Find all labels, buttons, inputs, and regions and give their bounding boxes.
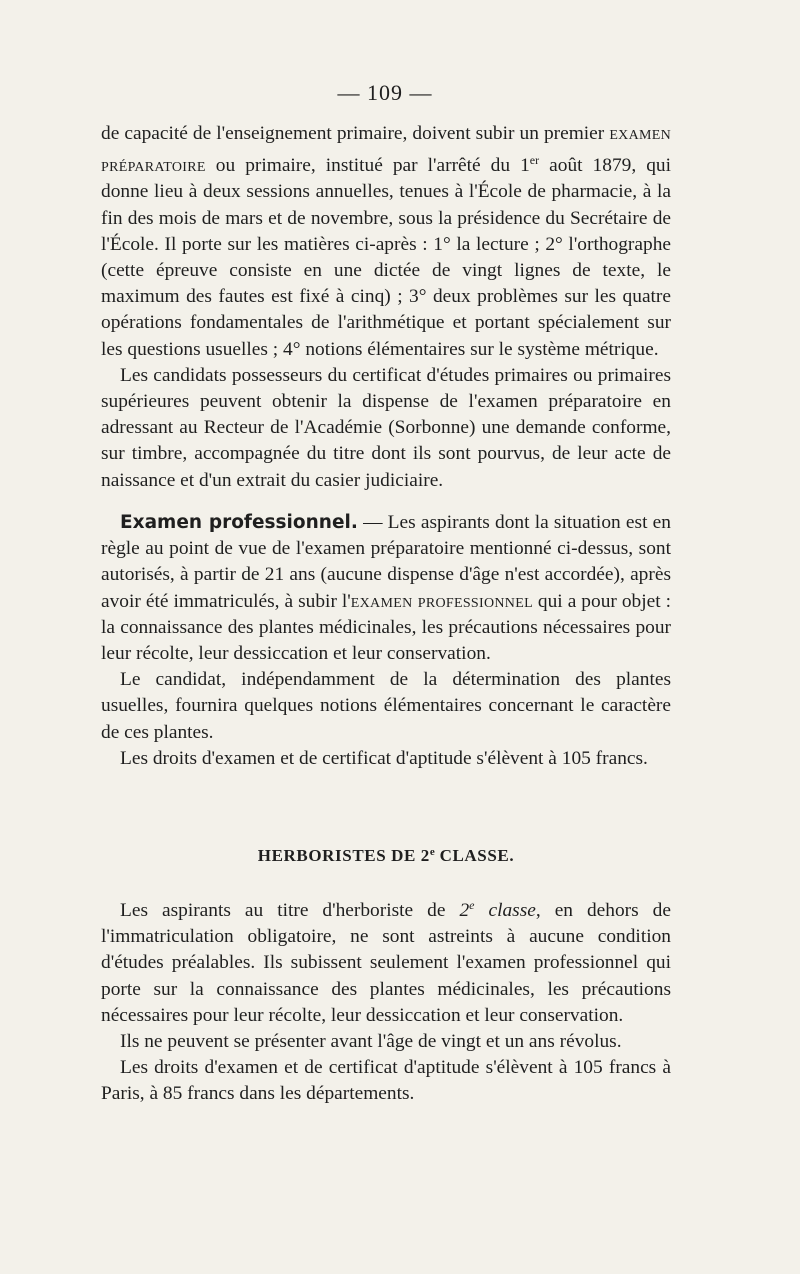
italic-number: 2	[459, 900, 470, 921]
paragraph-second-class	[101, 892, 671, 1029]
text-block-second-class	[101, 892, 671, 1108]
small-caps-term: examen professionnel	[350, 590, 533, 612]
heading-text: CLASSE.	[434, 846, 515, 865]
paragraph-text: de capacité de l'enseignement primaire, doivent subir un premier	[101, 123, 610, 144]
page-number: — 109 —	[337, 80, 433, 105]
italic-word: classe	[474, 900, 536, 921]
paragraph-text: qui a pour objet : la connaissance des plantes médicinales, les précautions nécessaires pour leur récolte, leur dessiccation et leur conservation.	[101, 590, 671, 665]
paragraph-text: , en dehors de l'immatriculation obligatoire, ne sont astreints à aucune condition d'études préalables. Ils subissent seulement l'examen professionnel qui porte sur la connaissance des plantes médicinales, les précautions nécessaires pour leur récolte, leur dessiccation et leur conservation.	[101, 900, 671, 1026]
run-in-heading: Examen professionnel.	[120, 512, 358, 533]
paragraph-age: Ils ne peuvent se présenter avant l'âge de vingt et un ans révolus.	[120, 1031, 622, 1053]
paragraph-preparatory-exam	[101, 121, 671, 363]
paragraph-professional-exam	[101, 510, 671, 667]
text-block-preparatory-exam	[101, 121, 671, 494]
paragraph-fees: Les droits d'examen et de certificat d'aptitude s'élèvent à 105 francs.	[120, 747, 648, 769]
heading-text: HERBORISTES DE 2	[257, 846, 430, 865]
paragraph-candidate: Le candidat, indépendamment de la détermination des plantes usuelles, fournira quelques notions élémentaires concernant le caractère de ces plantes.	[101, 669, 671, 743]
superscript: e	[429, 846, 435, 858]
text-block-professional-exam	[101, 510, 671, 772]
paragraph-dispensation: Les candidats possesseurs du certificat d'études primaires ou primaires supérieures peuvent obtenir la dispense de l'examen préparatoire en adressant au Recteur de l'Académie (Sorbonne) une demande conforme, sur timbre, accompagnée du titre dont ils sont pourvus, de leur acte de naissance et d'un extrait du casier judiciaire.	[101, 364, 671, 491]
paragraph-text: Les aspirants au titre d'herboriste de	[120, 900, 460, 921]
paragraph-fees-second-class: Les droits d'examen et de certificat d'aptitude s'élèvent à 105 francs à Paris, à 85 francs dans les départements.	[101, 1057, 671, 1105]
superscript: er	[529, 153, 540, 168]
small-caps-term: examen préparatoire	[101, 123, 671, 177]
paragraph-text: — Les aspirants dont la situation est en règle au point de vue de l'examen préparatoire mentionné ci-dessus, sont autorisés, à partir de 21 ans (aucune dispense d'âge n'est accordée), après avoir été immatriculés, à subir l'	[101, 512, 671, 612]
paragraph-text: ou primaire, institué par l'arrêté du 1	[205, 155, 530, 177]
superscript: e	[469, 898, 475, 912]
section-heading	[101, 846, 671, 866]
italic-term	[459, 900, 535, 921]
paragraph-text: août 1879, qui donne lieu à deux sessions annuelles, tenues à l'École de pharmacie, à la fin des mois de mars et de novembre, sous la présidence du Secrétaire de l'École. Il porte sur les matières ci-après : 1° la lecture ; 2° l'orthographe (cette épreuve consiste en une dictée de vingt lignes de texte, le maximum des fautes est fixé à cinq) ; 3° deux problèmes sur les quatre opérations fondamentales de l'arithmétique et portant spécialement sur les questions usuelles ; 4° notions élémentaires sur le système métrique.	[101, 155, 671, 360]
